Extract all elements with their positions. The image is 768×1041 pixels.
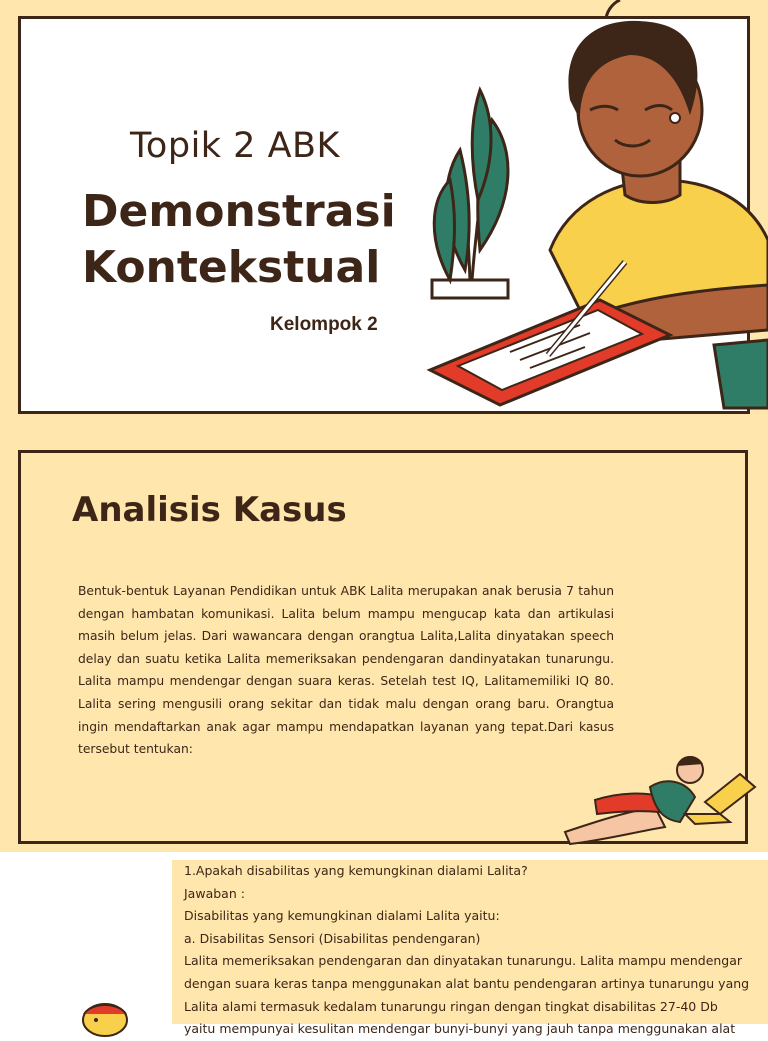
- case-paragraph: Bentuk-bentuk Layanan Pendidikan untuk ABK Lalita merupakan anak berusia 7 tahun dengan hambatan komunikasi. Lalita belum mampu mengucap kata dan artikulasi masih belum jelas. Dari wawancara dengan orangtua Lalita,Lalita dinyatakan speech delay dan suatu ketika Lalita memeriksakan pendengaran dandinyatakan tunarungu. Lalita mampu mendengar dengan suara keras. Setelah test IQ, Lalitamemiliki IQ 80. Lalita sering mengusili orang sekitar dan tidak malu dengan orang baru. Orangtua ingin mendaftarkan anak agar mampu mendapatkan layanan yang tepat.Dari kasus tersebut tentukan:: [78, 584, 614, 757]
- title-line-1: Demonstrasi: [82, 186, 396, 237]
- slide-jawaban: [0, 860, 768, 1037]
- text-line: 1.Apakah disabilitas yang kemungkinan dialami Lalita?: [184, 863, 528, 878]
- slide-analisis-kasus: [0, 432, 768, 852]
- text-line: Lalita memeriksakan pendengaran dan dinyatakan tunarungu. Lalita mampu mendengar: [184, 953, 743, 969]
- title-line-2: Kontekstual: [82, 242, 381, 293]
- section-title: Analisis Kasus: [72, 490, 347, 530]
- text-line: dengan suara keras tanpa menggunakan alat bantu pendengaran artinya tunarungu yang: [184, 975, 750, 991]
- boy-laptop-illustration: [555, 752, 755, 848]
- answer-text: [184, 860, 768, 1041]
- woman-writing-illustration: [430, 0, 768, 410]
- slide-title: [0, 0, 768, 432]
- character-head-illustration: [78, 998, 132, 1028]
- text-line: Jawaban :: [184, 885, 245, 901]
- text-line: yaitu mempunyai kesulitan mendengar bunyi-bunyi yang jauh tanpa menggunakan alat: [184, 1021, 736, 1037]
- topic-label: Topik 2 ABK: [130, 126, 340, 166]
- text-line: Lalita alami termasuk kedalam tunarungu ringan dengan tingkat disabilitas 27-40 Db: [184, 998, 718, 1014]
- presentation-title: [82, 184, 422, 296]
- text-line: Disabilitas yang kemungkinan dialami Lalita yaitu:: [184, 908, 500, 924]
- group-label: Kelompok 2: [270, 314, 378, 335]
- text-line: a. Disabilitas Sensori (Disabilitas pendengaran): [184, 930, 481, 946]
